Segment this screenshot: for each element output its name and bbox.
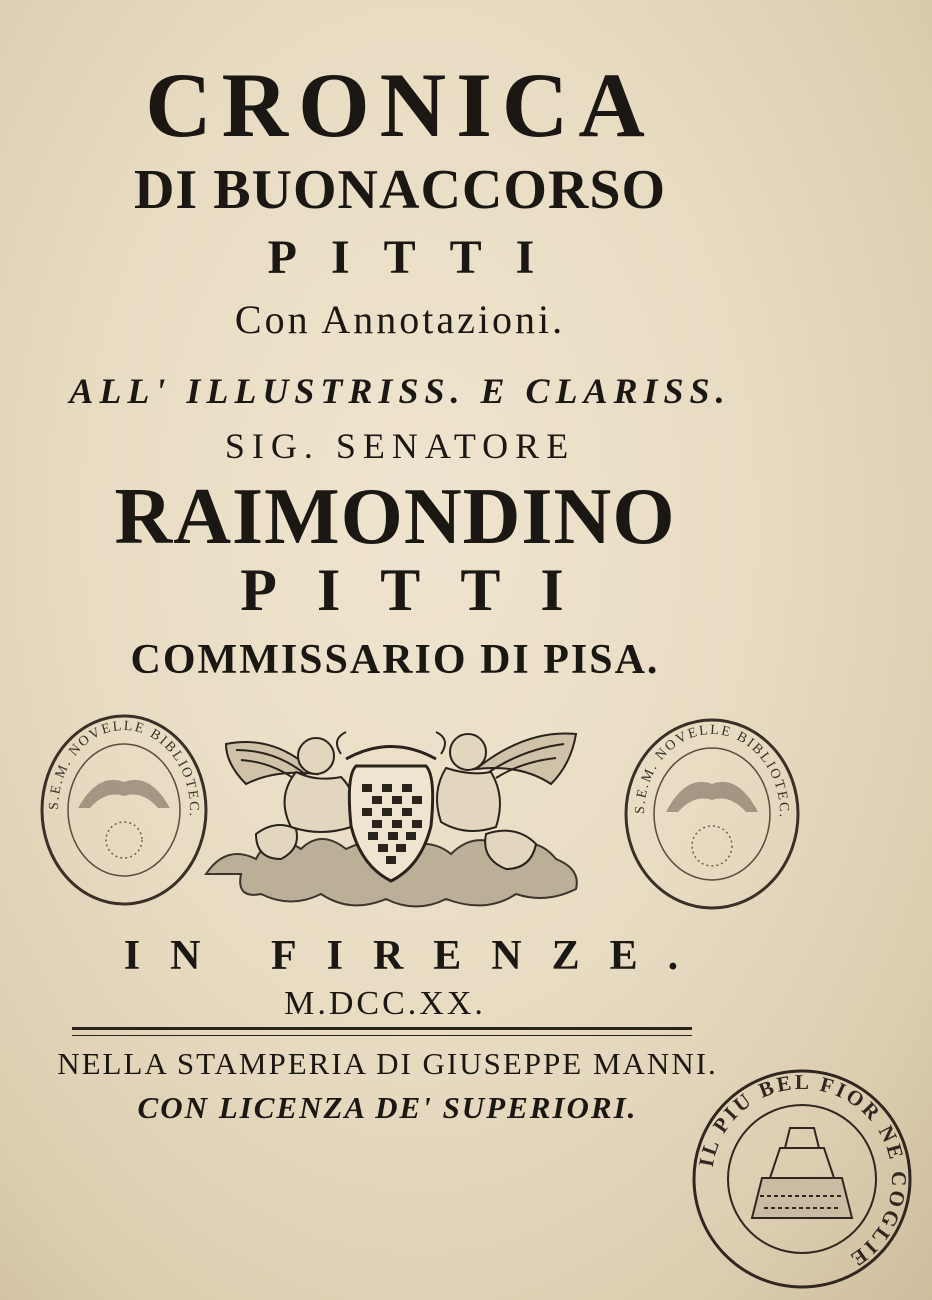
library-stamp-icon [622, 716, 802, 912]
printer-line: NELLA STAMPERIA DI GIUSEPPE MANNI. [57, 1046, 718, 1081]
svg-text:IL PIU BEL FIOR NE COGLIE: IL PIU BEL FIOR NE COGLIE [693, 1069, 912, 1273]
divider-rule [72, 1027, 692, 1030]
annotations-note: Con Annotazioni. [234, 297, 566, 342]
coat-of-arms-vignette-icon [196, 724, 586, 908]
licence-line: CON LICENZA DE' SUPERIORI. [137, 1090, 638, 1125]
svg-text:S.E.M. NOVELLE BIBLIOTEC.: S.E.M. NOVELLE BIBLIOTEC. [632, 722, 792, 820]
dedicatee-surname: PITTI [240, 557, 604, 623]
imprint-year: M.DCC.XX. [284, 985, 486, 1022]
accademia-stamp-icon [690, 1068, 914, 1290]
book-subtitle: DI BUONACCORSO [133, 159, 667, 221]
author-surname: PITTI [267, 231, 569, 284]
dedicatee-name: RAIMONDINO [114, 473, 676, 561]
divider-rule-thin [72, 1035, 692, 1036]
svg-text:S.E.M. NOVELLE BIBLIOTEC.: S.E.M. NOVELLE BIBLIOTEC. [46, 718, 202, 819]
dedication-line: ALL' ILLUSTRISS. E CLARISS. [69, 371, 731, 411]
honorific-line: SIG. SENATORE [224, 426, 576, 466]
library-stamp-icon [38, 712, 210, 908]
book-title: CRONICA [145, 54, 655, 156]
imprint-place: IN FIRENZE. [123, 933, 709, 979]
dedicatee-office: COMMISSARIO DI PISA. [130, 637, 660, 683]
